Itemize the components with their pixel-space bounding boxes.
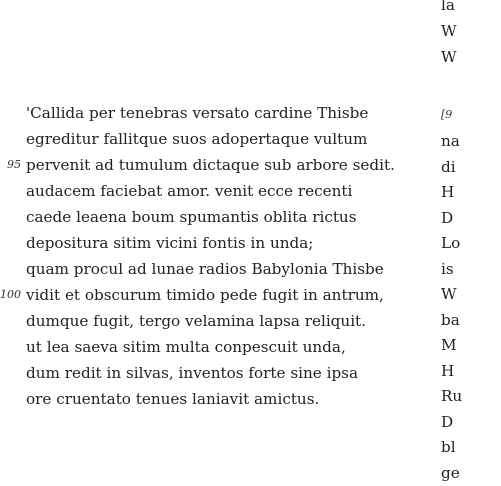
- verse-line: [0, 334, 410, 360]
- verse-text: ore cruentato tenues laniavit amictus.: [26, 390, 320, 408]
- translation-fragment: ge: [441, 463, 460, 482]
- translation-fragment: Ru: [441, 387, 463, 405]
- translation-fragment: bl: [441, 438, 456, 456]
- verse-text: ut lea saeva sitim multa conpescuit unda,: [26, 338, 346, 356]
- translation-fragment: W: [441, 22, 457, 40]
- translation-fragment: D: [441, 208, 454, 227]
- translation-fragment: Lo: [441, 234, 461, 252]
- verse-line: [0, 100, 410, 126]
- translation-fragment: W: [441, 48, 457, 66]
- verse-text: depositura sitim vicini fontis in unda;: [26, 234, 314, 252]
- verse-text: caede leaena boum spumantis oblita rictus: [26, 208, 357, 226]
- translation-fragment: di: [441, 157, 456, 176]
- verse-text: pervenit ad tumulum dictaque sub arbore sedit.: [26, 156, 395, 174]
- verse-line: [0, 178, 410, 204]
- translation-fragment: D: [441, 412, 454, 431]
- translation-fragment: la: [441, 0, 455, 14]
- verse-text: egreditur fallitque suos adopertaque vultum: [26, 130, 368, 148]
- translation-fragment: ba: [441, 310, 460, 329]
- translation-fragment: H: [441, 361, 455, 380]
- line-number: 95: [7, 158, 21, 171]
- verse-text: quam procul ad lunae radios Babylonia Thisbe: [26, 260, 384, 278]
- verse-line: [0, 282, 410, 308]
- verse-line: [0, 204, 410, 230]
- verse-text: vidit et obscurum timido pede fugit in antrum,: [26, 286, 384, 304]
- line-number: 100: [0, 288, 21, 301]
- verse-line: [0, 152, 410, 178]
- translation-line-marker: [9: [441, 108, 453, 121]
- verse-line: [0, 386, 410, 412]
- translation-fragment: is: [441, 259, 454, 278]
- translation-fragment: na: [441, 132, 460, 150]
- translation-fragment: W: [441, 285, 457, 303]
- translation-fragment: H: [441, 183, 455, 201]
- latin-text-column: [0, 100, 410, 412]
- verse-text: dum redit in silvas, inventos forte sine ipsa: [26, 364, 359, 382]
- verse-line: [0, 126, 410, 152]
- translation-fragment: M: [441, 336, 457, 354]
- verse-text: audacem faciebat amor. venit ecce recenti: [26, 182, 353, 200]
- verse-line: [0, 230, 410, 256]
- verse-line: [0, 360, 410, 386]
- verse-text: 'Callida per tenebras versato cardine Thisbe: [26, 104, 369, 122]
- verse-line: [0, 308, 410, 334]
- verse-text: dumque fugit, tergo velamina lapsa reliquit.: [26, 312, 366, 330]
- verse-line: [0, 256, 410, 282]
